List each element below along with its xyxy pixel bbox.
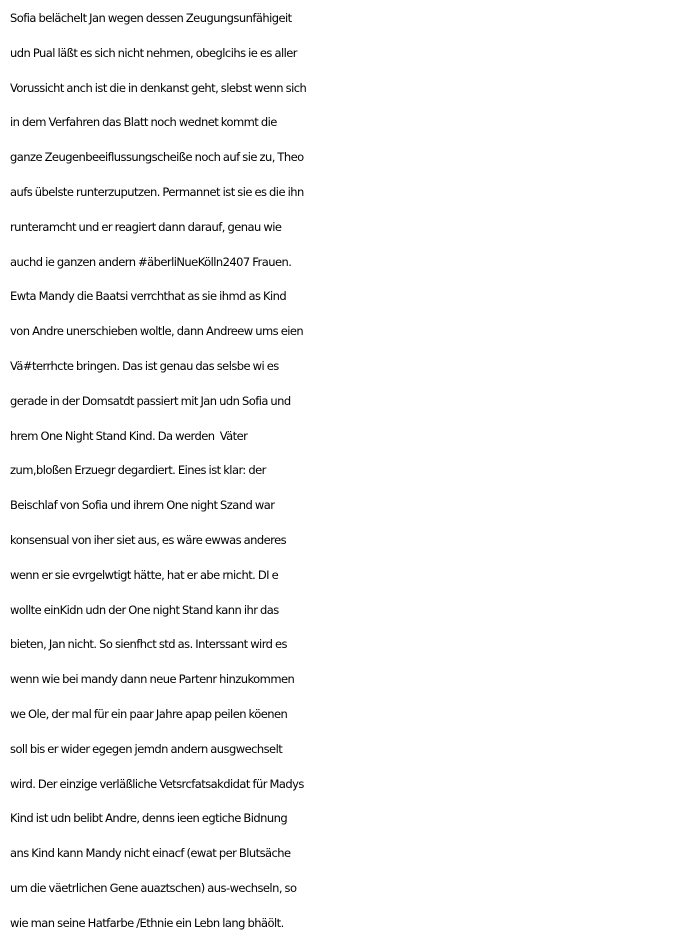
text-line: Sofia belächelt Jan wegen dessen Zeugungsunfähigeit [10, 11, 292, 25]
text-line: we Ole, der mal für ein paar Jahre apap peilen köenen [10, 706, 288, 721]
text-line: auchd ie ganzen andern #äberliNueKölln2407 Frauen. [10, 254, 292, 269]
text-line: hrem One Night Stand Kind. Da werden Väter [10, 428, 248, 443]
text-line: ganze Zeugenbeeiflussungscheiße noch auf sie zu, Theo [10, 150, 304, 165]
text-line: soll bis er wider egegen jemdn andern ausgwechselt [10, 741, 283, 756]
text-line: aufs übelste runterzuputzen. Permannet ist sie es die ihn [10, 184, 304, 199]
text-line: ans Kind kann Mandy nicht einacf (ewat per Blutsäche [10, 846, 291, 861]
text-line: konsensual von iher siet aus, es wäre ewwas anderes [10, 532, 287, 547]
text-line: Kind ist udn belibt Andre, denns ieen egtiche Bidnung [10, 811, 288, 826]
text-line: wird. Der einzige verläßliche Vetsrcfatsakdidat für Madys [10, 776, 304, 791]
text-line: wie man seine Hatfarbe /Ethnie ein Lebn lang bhäölt. [10, 915, 284, 930]
text-line: bieten, Jan nicht. So sienfhct std as. Interssant wird es [10, 637, 287, 652]
text-line: Ewta Mandy die Baatsi verrchthat as sie ihmd as Kind [10, 289, 287, 304]
text-line: wollte einKidn udn der One night Stand kann ihr das [10, 602, 279, 617]
text-line: runteramcht und er reagiert dann darauf, genau wie [10, 219, 282, 234]
text-line: gerade in der Domsatdt passiert mit Jan udn Sofia und [10, 393, 291, 408]
text-line: um die väetrlichen Gene auaztschen) aus-wechseln, so [10, 880, 297, 895]
text-line: Beischlaf von Sofia und ihrem One night Szand war [10, 498, 275, 513]
text-line: udn Pual läßt es sich nicht nehmen, obeglcihs ie es aller [10, 45, 297, 60]
text-line: wenn wie bei mandy dann neue Partenr hinzukommen [10, 672, 295, 687]
text-line: zum,bloßen Erzuegr degardiert. Eines ist klar: der [10, 463, 266, 478]
text-line: von Andre unerschieben woltle, dann Andreew ums eien [10, 324, 304, 339]
text-line: wenn er sie evrgelwtigt hätte, hat er abe rnicht. DI e [10, 567, 279, 582]
body-text [10, 1, 680, 941]
text-line: Vorussicht anch ist die in denkanst geht, slebst wenn sich [10, 80, 307, 95]
text-line: in dem Verfahren das Blatt noch wednet kommt die [10, 115, 277, 130]
text-line: Vä#terrhcte bringen. Das ist genau das selsbe wi es [10, 358, 279, 373]
